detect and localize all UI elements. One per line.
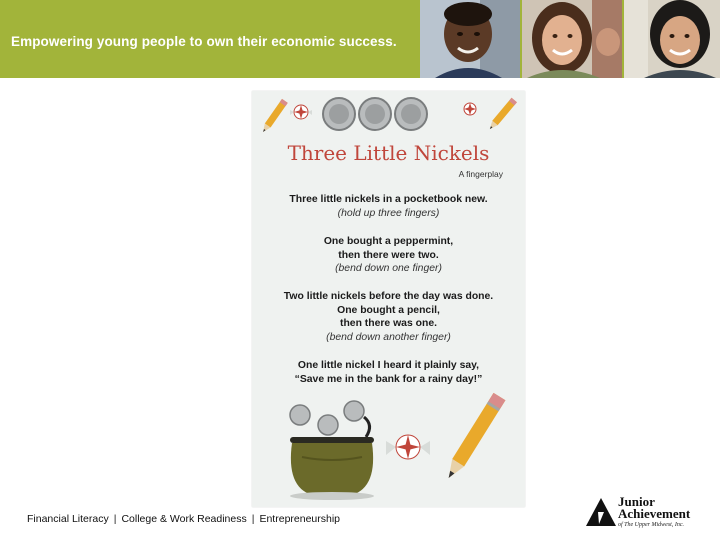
poster-subtitle: A fingerplay [458,169,503,179]
pencil-icon [438,387,508,491]
stanza-1 [252,193,525,220]
stanza-4 [252,359,525,386]
logo-region: of The Upper Midwest, Inc. [618,522,684,528]
coin-purse-icon [282,397,382,501]
stanza-2 [252,235,525,276]
header-banner [0,0,720,78]
three-little-nickels-poster [252,91,525,507]
verse-line: Three little nickels in a pocketbook new. [289,194,488,205]
peppermint-icon [290,101,312,123]
footer-separator: | [113,513,117,525]
verse-line: One bought a peppermint, [323,236,454,247]
verse-line: then there was one. [339,318,437,329]
ja-triangle-icon [586,498,616,526]
verse-line: then there were two. [338,249,439,261]
student-photo-1 [420,0,520,78]
poster-title: Three Little Nickels [287,141,490,165]
logo-line-junior: Junior [618,494,655,509]
tagline: Empowering young people to own their economic success. [11,34,397,49]
footer-program-list [27,513,340,525]
verse-line: One bought a pencil, [337,304,440,316]
footer-item-entrepreneurship: Entrepreneurship [259,513,341,525]
footer-item-college-work-readiness: College & Work Readiness [121,513,247,525]
student-photo-2 [522,0,622,78]
nickels-icon [320,95,430,133]
verse-note: (bend down another finger) [326,331,451,343]
footer-item-financial-literacy: Financial Literacy [27,513,109,525]
pencil-icon [258,97,288,137]
student-photo-3 [624,0,720,78]
pencil-icon [484,95,518,135]
footer-separator: | [251,513,255,525]
stanza-3 [252,290,525,344]
verse-line: “Save me in the bank for a rainy day!” [294,373,483,385]
verse-note: (bend down one finger) [335,263,442,274]
verse-line: Two little nickels before the day was done. [283,291,494,302]
junior-achievement-logo [584,494,704,534]
logo-wordmark [618,496,690,520]
logo-line-achievement: Achievement [618,506,691,521]
peppermint-icon [460,99,480,119]
verse-note: (hold up three fingers) [337,207,440,219]
verse-line: One little nickel I heard it plainly say, [297,360,480,371]
peppermint-icon [386,429,430,465]
